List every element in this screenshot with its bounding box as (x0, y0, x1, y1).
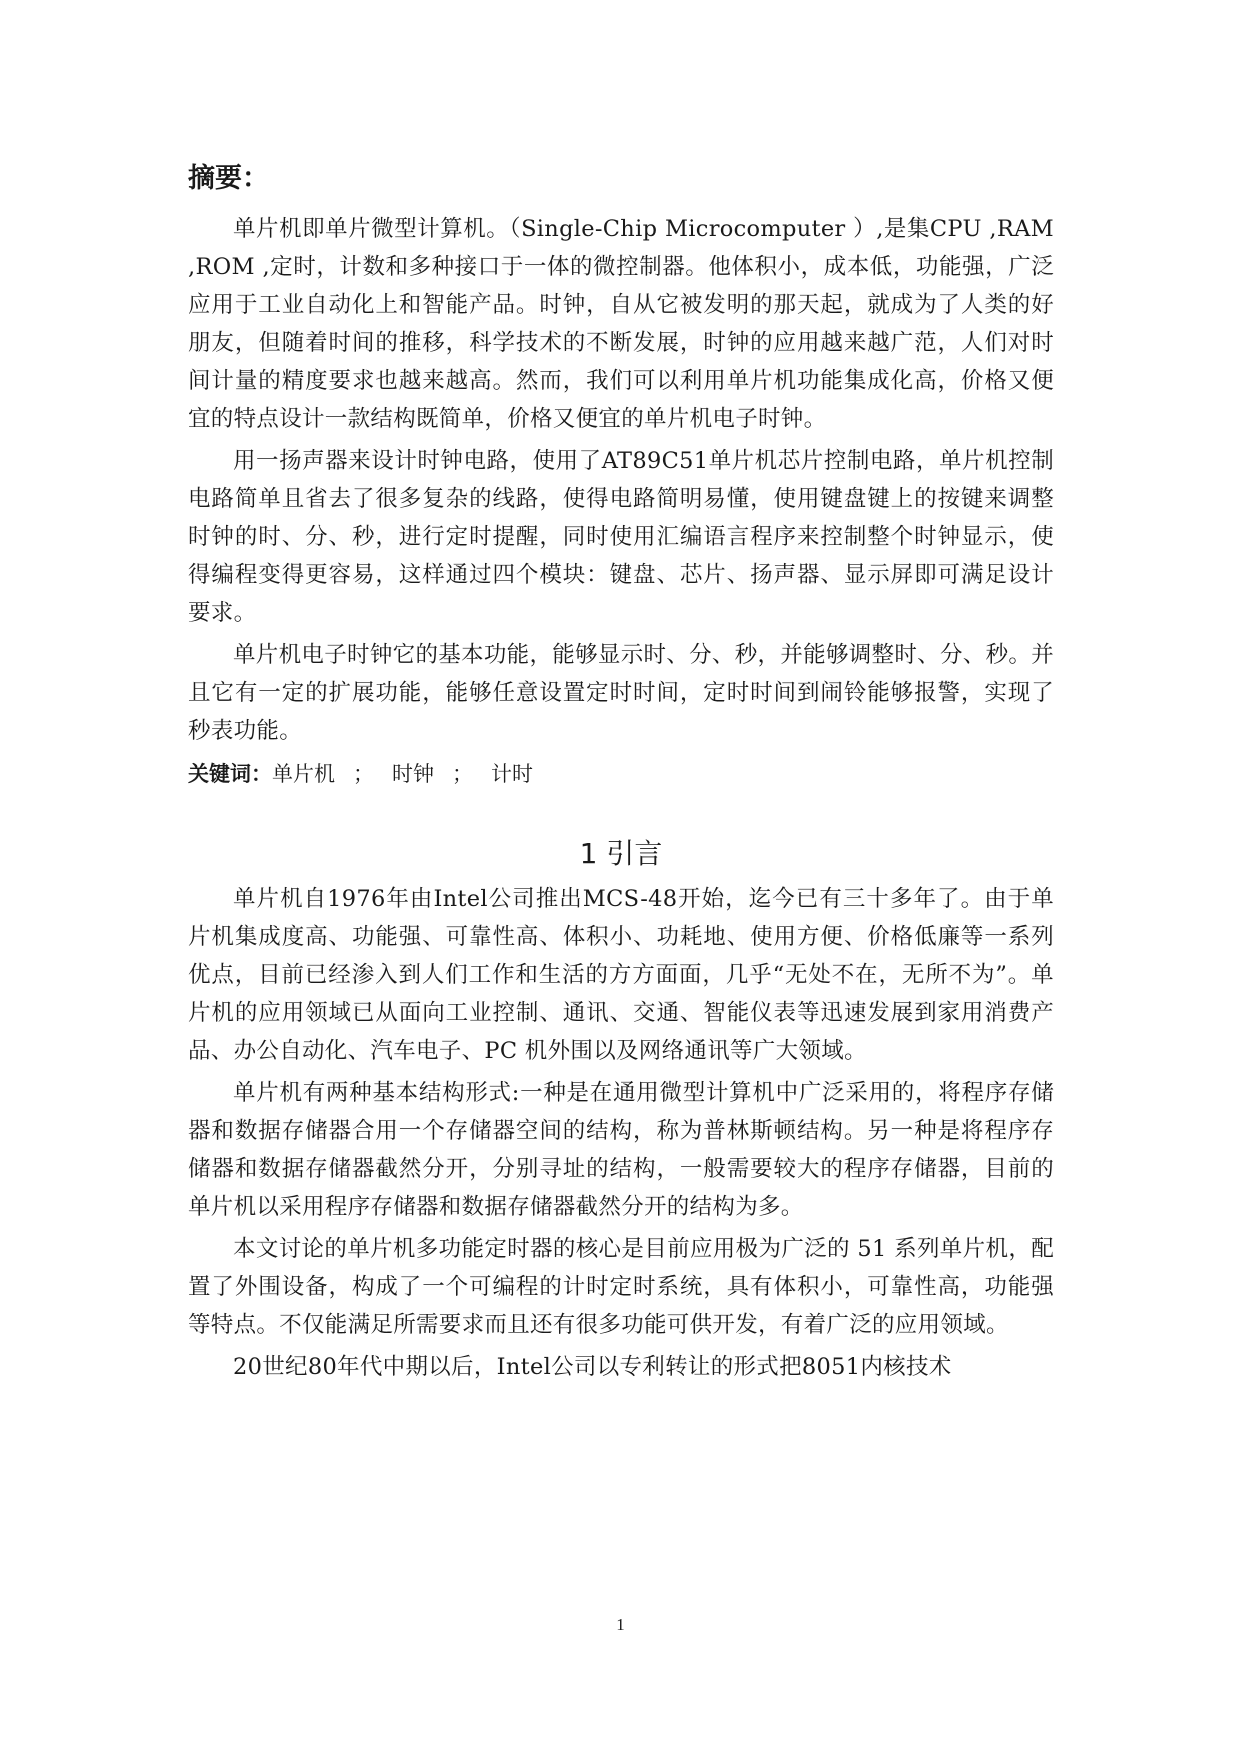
intro-paragraph-4: 20世纪80年代中期以后，Intel公司以专利转让的形式把8051内核技术 (233, 1354, 952, 1380)
keywords-line (188, 756, 1054, 792)
intro-paragraph-3: 本文讨论的单片机多功能定时器的核心是目前应用极为广泛的 51 系列单片机，配置了外围设备，构成了一个可编程的计时定时系统，具有体积小，可靠性高，功能强等特点。不仅能满足所需要求而且还有很多功能可供开发，有着广泛的应用领域。 (188, 1236, 1054, 1338)
intro-paragraph-1: 单片机自1976年由Intel公司推出MCS-48开始，迄今已有三十多年了。由于单片机集成度高、功能强、可靠性高、体积小、功耗地、使用方便、价格低廉等一系列优点，目前已经渗入到人们工作和生活的方方面面，几乎“无处不在，无所不为”。单片机的应用领域已从面向工业控制、通讯、交通、智能仪表等迅速发展到家用消费产品、办公自动化、汽车电子、PC 机外围以及网络通讯等广大领域。 (188, 886, 1054, 1064)
section-heading-introduction: 1 引言 (579, 837, 663, 870)
keyword-separator: ； (452, 762, 473, 786)
abstract-paragraph-1: 单片机即单片微型计算机。（Single-Chip Microcomputer ）,是集CPU ,RAM ,ROM ,定时，计数和多种接口于一体的微控制器。他体积小，成本低，功能强，广泛应用于工业自动化上和智能产品。时钟，自从它被发明的那天起，就成为了人类的好朋友，但随着时间的推移，科学技术的不断发展，时钟的应用越来越广范，人们对时间计量的精度要求也越来越高。然而，我们可以利用单片机功能集成化高，价格又便宜的特点设计一款结构既简单，价格又便宜的单片机电子时钟。 (188, 216, 1054, 432)
abstract-heading: 摘要： (188, 163, 269, 194)
abstract-paragraph-3: 单片机电子时钟它的基本功能，能够显示时、分、秒，并能够调整时、分、秒。并且它有一定的扩展功能，能够任意设置定时时间，定时时间到闹铃能够报警，实现了秒表功能。 (188, 642, 1054, 744)
keywords-label: 关键词： (188, 762, 272, 786)
keyword-1: 单片机 (272, 762, 335, 786)
page-number: 1 (616, 1615, 625, 1634)
keyword-separator: ； (353, 762, 374, 786)
keyword-2: 时钟 (392, 762, 434, 786)
abstract-paragraph-2: 用一扬声器来设计时钟电路，使用了AT89C51单片机芯片控制电路，单片机控制电路简单且省去了很多复杂的线路，使得电路简明易懂，使用键盘键上的按键来调整时钟的时、分、秒，进行定时提醒，同时使用汇编语言程序来控制整个时钟显示，使得编程变得更容易，这样通过四个模块：键盘、芯片、扬声器、显示屏即可满足设计要求。 (188, 448, 1054, 626)
document-page (188, 160, 1054, 1390)
intro-paragraph-2: 单片机有两种基本结构形式:一种是在通用微型计算机中广泛采用的，将程序存储器和数据存储器合用一个存储器空间的结构，称为普林斯顿结构。另一种是将程序存储器和数据存储器截然分开，分别寻址的结构，一般需要较大的程序存储器，目前的单片机以采用程序存储器和数据存储器截然分开的结构为多。 (188, 1080, 1054, 1220)
keyword-3: 计时 (491, 762, 533, 786)
